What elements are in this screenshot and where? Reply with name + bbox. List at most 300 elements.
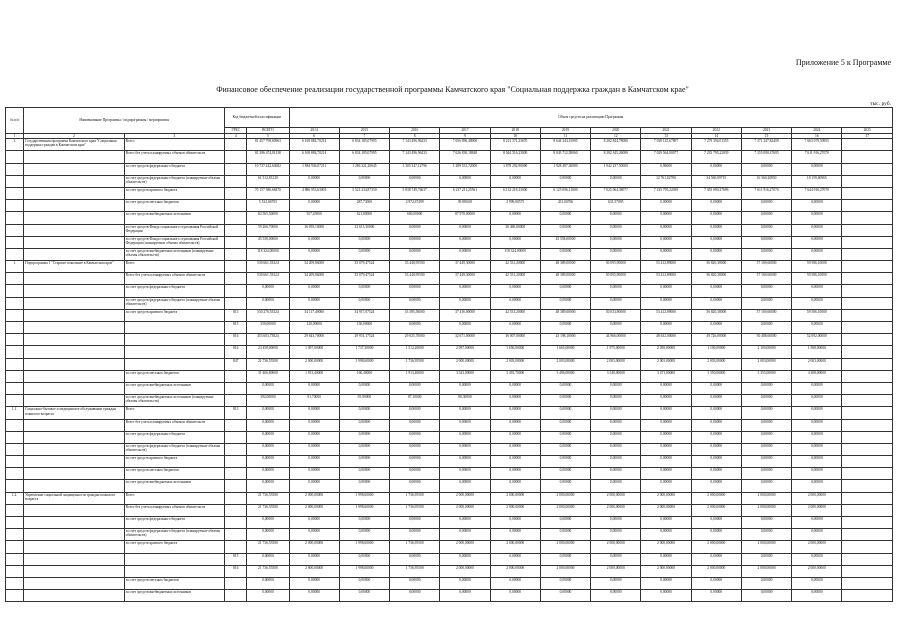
year-value: 631,57095	[591, 200, 641, 212]
year-value: 0,00000	[540, 553, 590, 565]
year-value	[842, 297, 893, 309]
year-value: 0,00000	[691, 480, 741, 492]
year-value: 0,00000	[490, 322, 540, 334]
year-value	[842, 565, 893, 577]
funding-source: за счет средств федерального бюджета (планируемые объемы обязательств)	[124, 175, 225, 187]
row-number	[6, 200, 24, 212]
table-row	[6, 175, 893, 187]
year-value: 0,00000	[390, 577, 440, 589]
year-value: 1 942 237,50000	[591, 163, 641, 175]
year-value: 29 025,70000	[390, 334, 440, 346]
year-value	[842, 504, 893, 516]
year-value: 0,00000	[339, 529, 389, 541]
row-total: 21 736,55500	[247, 492, 289, 504]
table-row	[6, 334, 893, 346]
row-number	[6, 480, 24, 492]
year-value	[842, 236, 893, 248]
row-number	[6, 468, 24, 480]
row-name	[24, 248, 125, 260]
row-name	[24, 236, 125, 248]
year-value: 0,00000	[691, 163, 741, 175]
year-value: 0,00000	[591, 236, 641, 248]
row-total: 5 532,06705	[247, 200, 289, 212]
col-year: 2014	[289, 128, 339, 134]
column-number: 7	[339, 134, 389, 139]
year-value: 1 884 936,07211	[289, 163, 339, 175]
year-value: 0,00000	[339, 431, 389, 443]
row-name	[24, 358, 125, 370]
year-value	[842, 553, 893, 565]
col-year: 2024	[792, 128, 842, 134]
year-value	[842, 334, 893, 346]
year-value: 53 412,89000	[641, 309, 691, 321]
budget-code	[225, 577, 247, 589]
year-value: 0,00000	[641, 590, 691, 602]
col-year: 2018	[490, 128, 540, 134]
year-value: 2 000,00000	[490, 504, 540, 516]
year-value: 0,00000	[390, 322, 440, 334]
year-value: 0,00000	[641, 297, 691, 309]
row-number	[6, 358, 24, 370]
year-value: 0,00000	[540, 431, 590, 443]
year-value: 2 003,00000	[641, 358, 691, 370]
year-value: 0,00000	[591, 517, 641, 529]
year-value: 1 736,95500	[390, 565, 440, 577]
budget-code	[225, 529, 247, 541]
year-value: 0,00000	[792, 248, 842, 260]
col-year: 2015	[339, 128, 389, 134]
year-value: 0,00000	[490, 175, 540, 187]
col-grbs: ГРБС	[225, 128, 247, 134]
year-value: 42 531,20000	[490, 273, 540, 285]
year-value: 6 169 884,70214	[289, 139, 339, 151]
year-value: 0,00000	[591, 553, 641, 565]
row-number	[6, 395, 24, 407]
year-value	[842, 480, 893, 492]
year-value: 16 059,10000	[289, 224, 339, 236]
year-value: 0,00000	[641, 395, 691, 407]
budget-code: 813	[225, 407, 247, 419]
funding-source: Всего	[124, 261, 225, 273]
year-value: 0,00000	[741, 431, 791, 443]
funding-source	[124, 346, 225, 358]
table-row	[6, 297, 893, 309]
year-value	[842, 431, 893, 443]
year-value: 2 000,00000	[591, 492, 641, 504]
year-value: 0,00000	[691, 590, 741, 602]
year-value: 0,00000	[540, 443, 590, 455]
year-value: 1 736,95500	[390, 541, 440, 553]
year-value	[842, 163, 893, 175]
year-value: 53 412,89000	[641, 261, 691, 273]
year-value: 7 663 079,50955	[792, 139, 842, 151]
year-value: 2 000,00000	[440, 358, 490, 370]
column-number: 2	[24, 134, 125, 139]
row-number	[6, 443, 24, 455]
year-value: 0,00000	[691, 577, 741, 589]
row-name	[24, 163, 125, 175]
year-value: 1 736,95500	[390, 492, 440, 504]
year-value: 0,00000	[641, 248, 691, 260]
year-value: 0,00000	[591, 285, 641, 297]
table-row	[6, 200, 893, 212]
year-value: 0,00000	[490, 407, 540, 419]
budget-code	[225, 492, 247, 504]
table-row	[6, 236, 893, 248]
year-value: 0,00000	[390, 553, 440, 565]
table-row	[6, 285, 893, 297]
year-value: 0,00000	[691, 200, 741, 212]
year-value: 2 000,00000	[490, 565, 540, 577]
year-value: 2 000,00000	[741, 541, 791, 553]
year-value: 0,00000	[390, 297, 440, 309]
year-value: 0,00000	[741, 297, 791, 309]
year-value: 6 132 218,33000	[490, 187, 540, 199]
year-value: 0,00000	[741, 212, 791, 224]
year-value: 8 644 344,15095	[540, 139, 590, 151]
funding-source: за счет средств краевого бюджета	[124, 541, 225, 553]
row-number	[6, 577, 24, 589]
year-value	[842, 456, 893, 468]
year-value: 0,00000	[490, 443, 540, 455]
year-value: 2 000,00000	[440, 541, 490, 553]
budget-code	[225, 370, 247, 382]
funding-source: Всего без учета планируемых объемов обязательств	[124, 273, 225, 285]
table-row	[6, 553, 893, 565]
year-value: 0,00000	[641, 407, 691, 419]
year-value: 37 449,30000	[440, 261, 490, 273]
year-value: 50 095,90000	[591, 273, 641, 285]
year-value: 0,00000	[440, 590, 490, 602]
year-value: 0,00000	[591, 395, 641, 407]
year-value: 91,70000	[289, 395, 339, 407]
year-value: 7 143 496,96433	[390, 139, 440, 151]
year-value: 0,00000	[440, 468, 490, 480]
year-value: 2 000,00000	[792, 492, 842, 504]
column-number: 4	[225, 134, 247, 139]
year-value: 5 838 749,76637	[390, 187, 440, 199]
row-total: 0,00000	[247, 285, 289, 297]
year-value: 0,00000	[540, 480, 590, 492]
year-value: 0,00000	[691, 297, 741, 309]
column-number: 8	[390, 134, 440, 139]
year-value: 34 917,07524	[339, 309, 389, 321]
year-value: 88,30000	[440, 395, 490, 407]
row-total: 0,00000	[247, 517, 289, 529]
year-value: 0,00000	[390, 443, 440, 455]
row-number	[6, 273, 24, 285]
budget-code	[225, 590, 247, 602]
budget-code	[225, 139, 247, 151]
year-value: 0,00000	[440, 431, 490, 443]
year-value: 3 496,00000	[540, 370, 590, 382]
row-total: 118 324,00000	[247, 248, 289, 260]
row-total: 530 270,53324	[247, 309, 289, 321]
row-name	[24, 309, 125, 321]
year-value: 1 665,00000	[540, 346, 590, 358]
row-number: 1.2.	[6, 492, 24, 504]
year-value: 6 125 096,11000	[540, 187, 590, 199]
year-value: 0,00000	[339, 248, 389, 260]
table-row	[6, 273, 893, 285]
row-name	[24, 565, 125, 577]
year-value: 0,00000	[440, 407, 490, 419]
year-value: 57 169,60000	[741, 273, 791, 285]
col-funds: Объем средств на реализацию Программы	[289, 108, 892, 128]
year-value: 0,00000	[691, 322, 741, 334]
year-value: 2 003,00000	[490, 358, 540, 370]
year-value	[842, 395, 893, 407]
year-value	[842, 224, 893, 236]
year-value: 0,00000	[591, 443, 641, 455]
year-value: 0,00000	[641, 468, 691, 480]
year-value: 0,00000	[390, 468, 440, 480]
year-value: 0,00000	[691, 553, 741, 565]
year-value: 0,00000	[641, 553, 691, 565]
year-value: 1 190,00000	[691, 346, 741, 358]
year-value: 0,00000	[641, 236, 691, 248]
year-value: 0,00000	[390, 382, 440, 394]
year-value: 0,00000	[289, 407, 339, 419]
year-value: 29 643,70000	[289, 334, 339, 346]
year-value: 0,00000	[540, 577, 590, 589]
year-value: 57 169,60000	[741, 261, 791, 273]
funding-source: за счет средств федерального бюджета	[124, 431, 225, 443]
year-value: 0,00000	[591, 322, 641, 334]
funding-source: за счет средств Фонда социального страхования Российской Федерации (планируемые объемы обязательств)	[124, 236, 225, 248]
year-value: 0,00000	[490, 297, 540, 309]
col-total: ВСЕГО	[247, 128, 289, 134]
row-name	[24, 504, 125, 516]
year-value: 1 736,95500	[390, 358, 440, 370]
year-value: 0,00000	[490, 529, 540, 541]
budget-code: 816	[225, 334, 247, 346]
year-value: 0,00000	[339, 468, 389, 480]
year-value: 0,00000	[691, 517, 741, 529]
row-number	[6, 370, 24, 382]
funding-source: за счет средств местных бюджетов	[124, 370, 225, 382]
year-value	[842, 382, 893, 394]
row-number	[6, 151, 24, 163]
year-value: 12 613,30000	[339, 224, 389, 236]
year-value: 2 000,00000	[741, 504, 791, 516]
year-value: 2 003,00000	[741, 358, 791, 370]
year-value: 43 198,10000	[540, 334, 590, 346]
document-title: Финансовое обеспечение реализации государственной программы Камчатского края "Социальная поддержка граждан в Камчатском крае"	[216, 85, 689, 94]
table-row	[6, 419, 893, 431]
year-value: 0,00000	[440, 443, 490, 455]
year-value: 0,00000	[540, 590, 590, 602]
row-name	[24, 456, 125, 468]
year-value: 0,00000	[691, 224, 741, 236]
year-value: 6 834 185,07995	[339, 139, 389, 151]
year-value: 7 355 090,37696	[691, 187, 741, 199]
table-row	[6, 187, 893, 199]
row-name	[24, 431, 125, 443]
year-value: 34 209,86000	[289, 273, 339, 285]
year-value: 2 000,00000	[540, 565, 590, 577]
year-value: 0,00000	[591, 419, 641, 431]
year-value: 0,00000	[540, 297, 590, 309]
table-row	[6, 504, 893, 516]
row-number	[6, 175, 24, 187]
year-value: 0,00000	[691, 407, 741, 419]
budget-code: 816	[225, 565, 247, 577]
year-value: 0,00000	[741, 468, 791, 480]
year-value: 0,00000	[591, 529, 641, 541]
year-value: 1 975,00000	[591, 346, 641, 358]
table-row	[6, 358, 893, 370]
year-value: 0,00000	[691, 285, 741, 297]
year-value: 2 000,00000	[591, 565, 641, 577]
row-number	[6, 517, 24, 529]
row-number	[6, 297, 24, 309]
row-name: Государственная программа Камчатского края "Социальная поддержка граждан в Камчатском крае"	[24, 139, 125, 151]
budget-code	[225, 480, 247, 492]
year-value: 0,00000	[339, 553, 389, 565]
year-value: 0,00000	[490, 419, 540, 431]
year-value: 37 449,30000	[440, 273, 490, 285]
column-number: 1	[6, 134, 24, 139]
row-total: 21 736,55500	[247, 541, 289, 553]
year-value: 0,00000	[792, 236, 842, 248]
row-name	[24, 529, 125, 541]
year-value: 0,00000	[339, 297, 389, 309]
year-value: 7 143 496,96433	[390, 151, 440, 163]
year-value: 3 471,00000	[641, 370, 691, 382]
year-value: 2 000,00000	[691, 565, 741, 577]
year-value: 2 999,00575	[490, 200, 540, 212]
year-value: 1 998,60000	[339, 565, 389, 577]
year-value: 59 586,10000	[792, 273, 842, 285]
year-value: 7 025 064,38077	[591, 187, 641, 199]
year-value: 2 000,00000	[289, 492, 339, 504]
year-value: 0,00000	[540, 224, 590, 236]
year-value: 0,00000	[792, 382, 842, 394]
budget-code	[225, 431, 247, 443]
year-value: 0,00000	[641, 456, 691, 468]
year-value: 56 820,38000	[691, 273, 741, 285]
row-name	[24, 370, 125, 382]
year-value: 0,00000	[691, 395, 741, 407]
year-value: 0,00000	[289, 456, 339, 468]
year-value: 0,00000	[490, 577, 540, 589]
year-value: 0,00000	[540, 322, 590, 334]
year-value: 48 389,00000	[540, 273, 590, 285]
year-value: 0,00000	[691, 443, 741, 455]
year-value: 0,00000	[390, 480, 440, 492]
year-value: 59 586,10000	[792, 261, 842, 273]
row-total: 70 157 586,68470	[247, 187, 289, 199]
row-name	[24, 322, 125, 334]
row-name	[24, 224, 125, 236]
year-value: 49 726,00000	[691, 334, 741, 346]
year-value: 2 000,00000	[741, 492, 791, 504]
column-number: 12	[591, 134, 641, 139]
year-value: 59 586,10000	[792, 309, 842, 321]
year-value: 1 913,40000	[390, 370, 440, 382]
col-year: 2019	[540, 128, 590, 134]
year-value: 0,00000	[691, 529, 741, 541]
year-value: 0,00000	[390, 224, 440, 236]
row-total: 350,00000	[247, 322, 289, 334]
year-value: 4 886 953,63003	[289, 187, 339, 199]
col-name: Наименование Программы / подпрограммы / мероприятия	[24, 108, 225, 134]
year-value: 0,00000	[691, 468, 741, 480]
year-value: 0,00000	[339, 419, 389, 431]
year-value: 2 000,00000	[289, 358, 339, 370]
year-value: 0,00000	[440, 322, 490, 334]
funding-source: за счет средств краевого бюджета	[124, 187, 225, 199]
year-value: 0,00000	[741, 163, 791, 175]
row-total: 61 512,83120	[247, 175, 289, 187]
year-value: 0,00000	[490, 236, 540, 248]
year-value: 8 043 712,58060	[540, 151, 590, 163]
year-value: 7 611 916,27070	[792, 151, 842, 163]
year-value: 7 656 896,48908	[440, 139, 490, 151]
year-value	[842, 590, 893, 602]
funding-source: за счет средств внебюджетных источников (планируемые объемы обязательств)	[124, 395, 225, 407]
row-total: 59 266,70000	[247, 224, 289, 236]
budget-code	[225, 248, 247, 260]
year-value: 0,00000	[289, 175, 339, 187]
row-number	[6, 346, 24, 358]
year-value	[842, 187, 893, 199]
col-year: 2020	[591, 128, 641, 134]
row-name	[24, 285, 125, 297]
year-value: 0,00000	[641, 480, 691, 492]
year-value: 7 626 830,18848	[440, 151, 490, 163]
year-value: 3 350,00000	[691, 370, 741, 382]
year-value: 2 000,00000	[792, 565, 842, 577]
funding-source: за счет средств внебюджетных источников (планируемые объемы обязательств)	[124, 248, 225, 260]
row-number	[6, 248, 24, 260]
year-value	[842, 175, 893, 187]
year-value: 0,00000	[540, 285, 590, 297]
row-total: 0,00000	[247, 577, 289, 589]
year-value	[842, 577, 893, 589]
table-row	[6, 309, 893, 321]
budget-code	[225, 187, 247, 199]
year-value: 2 000,00000	[490, 541, 540, 553]
row-total: 453 603,73824	[247, 334, 289, 346]
year-value: 18 159,60965	[792, 175, 842, 187]
year-value: 0,00000	[641, 517, 691, 529]
table-row	[6, 443, 893, 455]
year-value	[842, 529, 893, 541]
year-value: 0,00000	[540, 529, 590, 541]
row-number	[6, 236, 24, 248]
row-name	[24, 419, 125, 431]
year-value: 0,00000	[289, 468, 339, 480]
year-value: 1 286 321,20645	[339, 163, 389, 175]
year-value	[842, 370, 893, 382]
year-value: 0,00000	[691, 382, 741, 394]
budget-code	[225, 517, 247, 529]
year-value	[842, 468, 893, 480]
row-total: 0,00000	[247, 590, 289, 602]
year-value: 35 079,47524	[339, 261, 389, 273]
year-value: 1 588,00000	[792, 346, 842, 358]
year-value: 0,00000	[390, 248, 440, 260]
budget-code	[225, 175, 247, 187]
column-number: 16	[792, 134, 842, 139]
row-name	[24, 346, 125, 358]
column-number: 3	[124, 134, 225, 139]
row-name: Укрепление социальной защищенности граждан пожилого возраста	[24, 492, 125, 504]
year-value: 0,00000	[339, 285, 389, 297]
row-number	[6, 504, 24, 516]
